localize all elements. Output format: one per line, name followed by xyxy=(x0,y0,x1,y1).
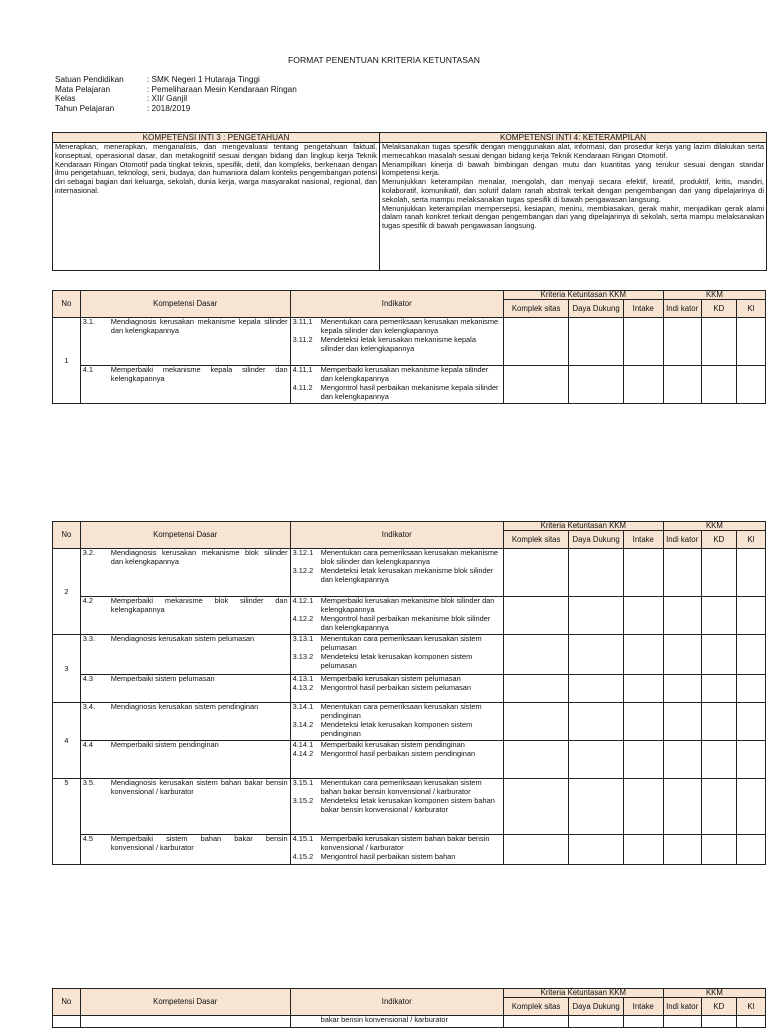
kd-cell: 4.1 Memperbaiki mekanisme kepala silinder dan kelengkapannya xyxy=(80,366,290,404)
indikator-cell: 4.11.1 Memperbaiki kerusakan mekanisme kepala silinder dan kelengkapannya 4.11.2 Mengontrol hasil perbaikan mekanisme kepala silinder dan kelengkapannya xyxy=(290,366,503,404)
col-kompetensi-dasar: Kompetensi Dasar xyxy=(80,291,290,318)
info-label: Kelas xyxy=(55,94,76,104)
page-title: FORMAT PENENTUAN KRITERIA KETUNTASAN xyxy=(288,55,480,65)
col-kompetensi-dasar: Kompetensi Dasar xyxy=(80,989,290,1016)
col-no: No xyxy=(53,989,81,1016)
col-kd: KD xyxy=(701,998,737,1016)
col-kompleksitas: Komplek sitas xyxy=(503,998,569,1016)
col-daya-dukung: Daya Dukung xyxy=(569,531,623,549)
indikator-cell: 3.12.1 Menentukan cara pemeriksaan kerusakan mekanisme blok silinder dan kelengkapannya 3.12.2 Mendeteksi letak kerusakan mekanisme blok silinder dan kelengkapannya xyxy=(290,549,503,597)
table-row xyxy=(53,1016,766,1028)
info-label: Tahun Pelajaran xyxy=(55,103,115,113)
table-row xyxy=(53,779,766,835)
table-row xyxy=(53,549,766,597)
kd-cell: 3.3. Mendiagnosis kerusakan sistem pelumasan xyxy=(80,635,290,675)
col-kkm: KKM xyxy=(663,989,765,998)
col-ki: KI xyxy=(737,300,766,318)
info-value: : XII/ Ganjil xyxy=(147,94,188,104)
col-kkm-group: Kriteria Ketuntasan KKM xyxy=(503,989,663,998)
col-no: No xyxy=(53,291,81,318)
col-kompleksitas: Komplek sitas xyxy=(503,531,569,549)
col-indikator: Indikator xyxy=(290,522,503,549)
col-kompleksitas: Komplek sitas xyxy=(503,300,569,318)
col-indikator: Indikator xyxy=(290,989,503,1016)
table-row xyxy=(53,741,766,779)
row-number: 1 xyxy=(53,318,81,404)
col-daya-dukung: Daya Dukung xyxy=(569,300,623,318)
kd-cell: 3.2. Mendiagnosis kerusakan mekanisme blok silinder dan kelengkapannya xyxy=(80,549,290,597)
kd-cell: 4.3 Memperbaiki sistem pelumasan xyxy=(80,675,290,703)
school-info xyxy=(55,75,297,113)
ki3-text: Menerapkan, menerapkan, menganalisis, dan mengevaluasi tentang pengetahuan faktual, konseptual, operasional dasar, dan metakognitif sesuai dengan bidang dan lingkup kerja Teknik Kendaraan Ringan Otomotif pada tingkat teknis, spesifik, detil, dan kompleks, berkenaan dengan ilmu pengetahuan, teknologi, seni, budaya, dan humaniora dalam konteks pengembangan potensi diri sebagai bagian dari keluarga, sekolah, dunia kerja, warga masyarakat nasional, regional, dan internasional. xyxy=(53,143,380,271)
info-label: Mata Pelajaran xyxy=(55,84,111,94)
row-number: 5 xyxy=(53,779,81,865)
row-number: 2 xyxy=(53,549,81,635)
col-indi-kator: Indi kator xyxy=(663,531,701,549)
ki4-header: KOMPETENSI INTI 4: KETERAMPILAN xyxy=(380,133,767,143)
indikator-cell: 3.15.1 Menentukan cara pemeriksaan kerusakan sistem bahan bakar bensin konvensional / karburator 3.15.2 Mendeteksi letak kerusakan komponen sistem bahan bakar bensin konvensional / karburator xyxy=(290,779,503,835)
info-label: Satuan Pendidikan xyxy=(55,75,124,84)
col-kd: KD xyxy=(701,531,737,549)
kd-table-1 xyxy=(52,290,766,404)
info-value: : Pemeliharaan Mesin Kendaraan Ringan xyxy=(147,84,297,94)
col-kkm: KKM xyxy=(663,291,765,300)
indikator-cell: 4.12.1 Memperbaiki kerusakan mekanisme blok silinder dan kelengkapannya 4.12.2 Mengontrol hasil perbaikan mekanisme blok silinder dan kelengkapannya xyxy=(290,597,503,635)
col-indikator: Indikator xyxy=(290,291,503,318)
col-indi-kator: Indi kator xyxy=(663,300,701,318)
col-kompetensi-dasar: Kompetensi Dasar xyxy=(80,522,290,549)
row-number: 4 xyxy=(53,703,81,779)
col-kkm-group: Kriteria Ketuntasan KKM xyxy=(503,522,663,531)
kd-cell: 4.4 Memperbaiki sistem pendinginan xyxy=(80,741,290,779)
table-row xyxy=(53,703,766,741)
table-row xyxy=(53,635,766,675)
col-kd: KD xyxy=(701,300,737,318)
indikator-cell: 4.13.1 Memperbaiki kerusakan sistem pelumasan 4.13.2 Mengontrol hasil perbaikan sistem pelumasan xyxy=(290,675,503,703)
table-row xyxy=(53,675,766,703)
kd-table-2 xyxy=(52,521,766,865)
col-intake: Intake xyxy=(623,531,663,549)
kompetensi-inti-table xyxy=(52,132,767,271)
col-daya-dukung: Daya Dukung xyxy=(569,998,623,1016)
indikator-cell: 4.15.1 Memperbaiki kerusakan sistem bahan bakar bensin konvensional / karburator 4.15.2 Mengontrol hasil perbaikan sistem bahan xyxy=(290,835,503,865)
ki4-text: Melaksanakan tugas spesifik dengan menggunakan alat, informasi, dan prosedur kerja yang lazim dilakukan serta memecahkan masalah sesuai dengan bidang kerja Teknik Kendaraan Ringan Otomotif. Menampilkan kinerja di bawah bimbingan dengan mutu dan kuantitas yang terukur sesuai dengan standar kompetensi kerja. Menunjukkan keterampilan menalar, mengolah, dan menyaji secara efektif, kreatif, produktif, kritis, mandiri, kolaboratif, komunikatif, dan solutif dalam ranah abstrak terkait dengan pengembangan dari yang dipelajarinya di sekolah, serta mampu melaksanakan tugas spesifik di bawah pengawasan langsung. Menunjukkan keterampilan mempersepsi, kesiapan, meniru, membiasakan, gerak mahir, menjadikan gerak alami dalam ranah konkret terkait dengan pengembangan dari yang dipelajarinya di sekolah, serta mampu melaksanakan tugas spesifik di bawah pengawasan langsung. xyxy=(380,143,767,271)
kd-cell: 3.1. Mendiagnosis kerusakan mekanisme kepala silinder dan kelengkapannya xyxy=(80,318,290,366)
col-no: No xyxy=(53,522,81,549)
row-number: 3 xyxy=(53,635,81,703)
indikator-cell: 4.14.1 Memperbaiki kerusakan sistem pendinginan 4.14.2 Mengontrol hasil perbaikan sistem pendinginan xyxy=(290,741,503,779)
kd-cell: 3.5. Mendiagnosis kerusakan sistem bahan bakar bensin konvensional / karburator xyxy=(80,779,290,835)
indikator-cell: 3.13.1 Menentukan cara pemeriksaan kerusakan sistem pelumasan 3.13.2 Mendeteksi letak kerusakan komponen sistem pelumasan xyxy=(290,635,503,675)
kd-cell: 4.5 Memperbaiki sistem bahan bakar bensin konvensional / karburator xyxy=(80,835,290,865)
info-value: : SMK Negeri 1 Hutaraja Tinggi xyxy=(147,75,260,84)
info-value: : 2018/2019 xyxy=(147,103,191,113)
table-row xyxy=(53,318,766,366)
col-indi-kator: Indi kator xyxy=(663,998,701,1016)
table-row xyxy=(53,597,766,635)
col-kkm-group: Kriteria Ketuntasan KKM xyxy=(503,291,663,300)
indikator-cell: 3.14.1 Menentukan cara pemeriksaan kerusakan sistem pendinginan 3.14.2 Mendeteksi letak kerusakan komponen sistem pendinginan xyxy=(290,703,503,741)
kd-cell: 4.2 Memperbaiki mekanisme blok silinder dan kelengkapannya xyxy=(80,597,290,635)
table-row xyxy=(53,835,766,865)
col-kkm: KKM xyxy=(663,522,765,531)
kd-table-3 xyxy=(52,988,766,1028)
indikator-cell: 3.11.1 Menentukan cara pemeriksaan kerusakan mekanisme kepala silinder dan kelengkapannya 3.11.2 Mendeteksi letak kerusakan mekanisme kepala silinder dan kelengkapannya xyxy=(290,318,503,366)
kd-cell: 3.4. Mendiagnosis kerusakan sistem pendinginan xyxy=(80,703,290,741)
col-intake: Intake xyxy=(623,300,663,318)
table-row xyxy=(53,366,766,404)
col-ki: KI xyxy=(737,531,766,549)
col-ki: KI xyxy=(737,998,766,1016)
ki3-header: KOMPETENSI INTI 3 : PENGETAHUAN xyxy=(53,133,380,143)
indikator-cell: bakar bensin konvensional / karburator xyxy=(290,1016,503,1028)
col-intake: Intake xyxy=(623,998,663,1016)
